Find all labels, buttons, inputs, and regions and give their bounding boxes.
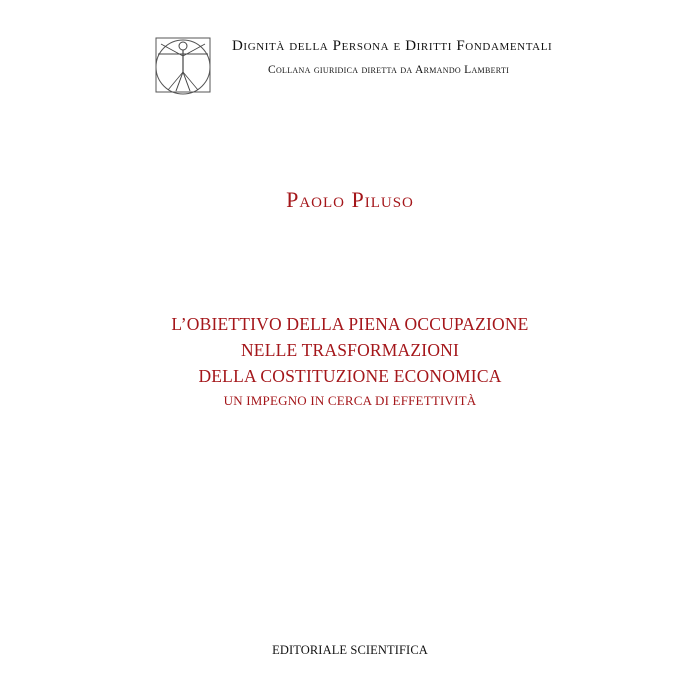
author-name: Paolo Piluso — [286, 187, 414, 212]
title-line: DELLA COSTITUZIONE ECONOMICA — [198, 366, 502, 386]
series-subtitle: Collana giuridica diretta da Armando Lamberti — [268, 64, 510, 76]
publisher-name: EDITORIALE SCIENTIFICA — [272, 643, 428, 657]
vitruvian-man-icon — [152, 34, 214, 96]
book-subtitle: UN IMPEGNO IN CERCA DI EFFETTIVITÀ — [223, 393, 477, 408]
title-line: L’OBIETTIVO DELLA PIENA OCCUPAZIONE — [171, 314, 529, 334]
series-title: Dignità della Persona e Diritti Fondamentali — [232, 38, 553, 54]
book-title — [0, 311, 700, 411]
title-line: NELLE TRASFORMAZIONI — [240, 340, 460, 360]
